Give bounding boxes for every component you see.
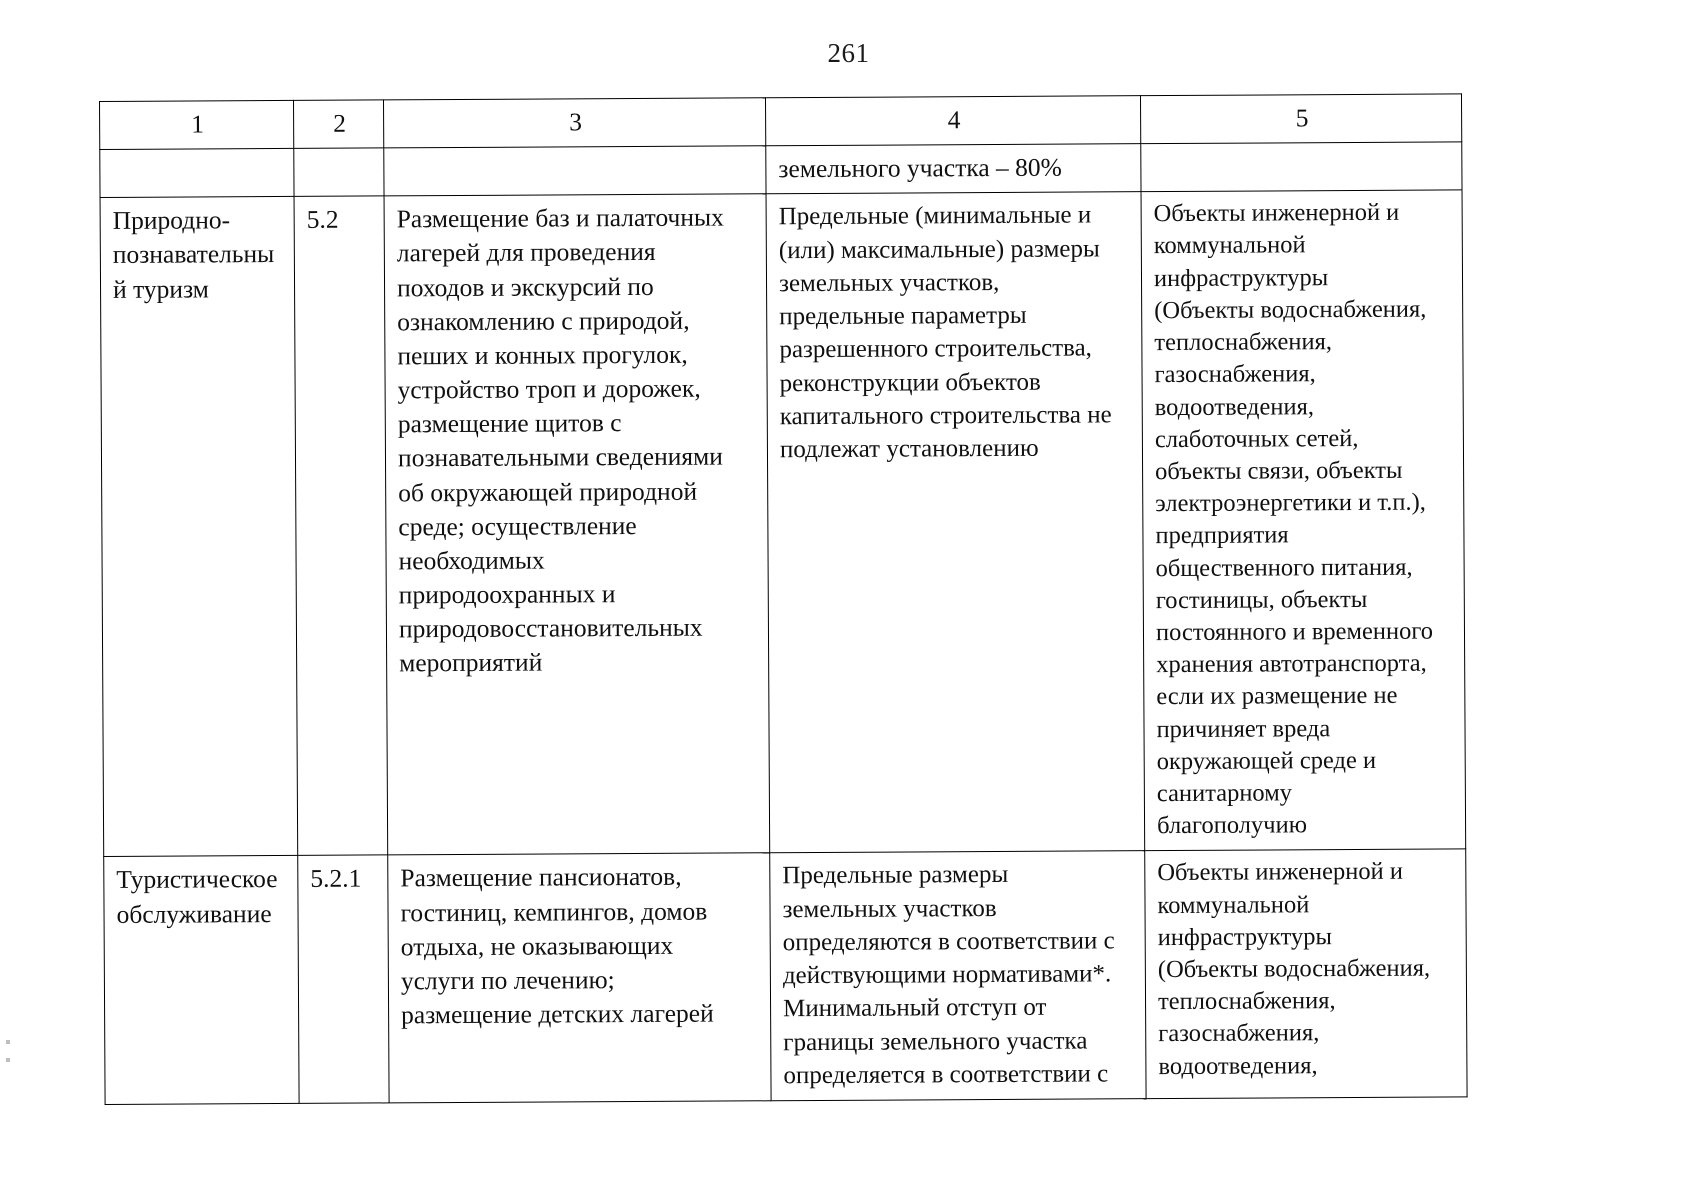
continuation-row xyxy=(100,142,1462,198)
text-line: окружающей среде и xyxy=(1156,746,1377,775)
text-line: благополучию xyxy=(1156,811,1308,840)
continuation-cell-1 xyxy=(100,149,294,198)
text-line: коммунальной xyxy=(1153,231,1306,260)
text-line: ознакомлению с природой, xyxy=(397,305,690,337)
text-line: инфраструктуры xyxy=(1153,263,1329,292)
row-limits-lines xyxy=(779,199,1132,467)
text-line: Размещение баз и палаточных xyxy=(396,202,724,234)
column-header-4: 4 xyxy=(765,96,1140,146)
text-line: отдыха, не оказывающих xyxy=(400,930,674,961)
zoning-table xyxy=(99,93,1468,1105)
text-line: походов и экскурсий по xyxy=(396,271,654,302)
text-line: об окружающей природной xyxy=(398,476,698,507)
row-name-lines xyxy=(113,203,285,306)
row-description-cell xyxy=(388,853,771,1103)
text-line: газоснабжения, xyxy=(1154,360,1316,389)
column-header-5: 5 xyxy=(1140,94,1461,144)
text-line: гостиницы, объекты xyxy=(1155,585,1368,614)
text-line: границы земельного участка xyxy=(783,1027,1088,1056)
row-name-cell xyxy=(100,197,298,857)
text-line: причиняет вреда xyxy=(1156,714,1331,743)
text-line: общественного питания, xyxy=(1155,553,1413,582)
text-line: постоянного и временного xyxy=(1155,617,1434,647)
text-line: инфраструктуры xyxy=(1157,922,1332,951)
page-number: 261 xyxy=(827,38,870,68)
text-line: земельных участков xyxy=(782,894,997,923)
text-line: хранения автотранспорта, xyxy=(1156,649,1427,679)
text-line: капитального строительства не xyxy=(779,401,1112,430)
row-description-lines xyxy=(397,201,759,681)
text-line: (или) максимальные) размеры xyxy=(778,234,1100,264)
scan-artifact xyxy=(6,1040,10,1044)
text-line: гостиниц, кемпингов, домов xyxy=(400,896,708,927)
row-name-lines xyxy=(116,862,287,931)
row-description-cell xyxy=(384,194,770,855)
text-line: если их размещение не xyxy=(1156,682,1398,711)
text-line: Предельные (минимальные и xyxy=(778,201,1092,231)
continuation-cell-5 xyxy=(1141,142,1462,192)
text-line: предприятия xyxy=(1155,521,1289,550)
text-line: действующими нормативами*. xyxy=(782,960,1112,990)
text-line: мероприятий xyxy=(399,647,543,678)
text-line: (Объекты водоснабжения, xyxy=(1154,295,1427,325)
text-line: определяются в соответствии с xyxy=(782,927,1115,957)
row-description-lines xyxy=(400,860,760,1033)
text-line: газоснабжения, xyxy=(1158,1019,1320,1048)
zoning-table-container xyxy=(99,93,1467,1105)
text-line: электроэнергетики и т.п.), xyxy=(1155,488,1426,518)
row-infrastructure-lines xyxy=(1157,856,1456,1083)
text-line: водоотведения, xyxy=(1158,1051,1318,1080)
continuation-cell-3 xyxy=(384,146,766,196)
text-line: подлежат установлению xyxy=(779,434,1039,464)
text-line: размещение щитов с xyxy=(397,408,622,439)
row-limits-cell xyxy=(770,851,1146,1101)
continuation-cell-2 xyxy=(294,148,384,197)
text-line: размещение детских лагерей xyxy=(401,998,714,1030)
row-limits-lines xyxy=(782,858,1135,1093)
row-limits-cell xyxy=(766,192,1145,853)
table-header-row xyxy=(100,94,1462,150)
column-header-2: 2 xyxy=(293,100,383,149)
column-header-3: 3 xyxy=(383,98,765,148)
text-line: коммунальной xyxy=(1157,890,1310,919)
row-infrastructure-cell xyxy=(1145,849,1467,1099)
continuation-cell-4: земельного участка – 80% xyxy=(766,144,1141,194)
text-line: Объекты инженерной и xyxy=(1153,199,1400,228)
text-line: Туристическое xyxy=(116,864,278,895)
text-line: объекты связи, объекты xyxy=(1155,456,1403,486)
column-header-1: 1 xyxy=(100,100,294,149)
text-line: Объекты инженерной и xyxy=(1157,858,1404,887)
text-line: предельные параметры xyxy=(779,301,1027,331)
text-line: реконструкции объектов xyxy=(779,368,1041,397)
text-line: познавательны xyxy=(112,239,275,270)
text-line: природовосстановительных xyxy=(398,612,703,644)
text-line: необходимых xyxy=(398,545,545,576)
text-line: среде; осуществление xyxy=(398,510,637,542)
text-line: водоотведения, xyxy=(1154,392,1315,421)
text-line: разрешенного строительства, xyxy=(779,334,1092,364)
row-code-cell: 5.2.1 xyxy=(298,855,389,1103)
text-line: слаботочных сетей, xyxy=(1154,424,1359,453)
row-infrastructure-lines xyxy=(1154,197,1456,843)
text-line: услуги по лечению; xyxy=(400,964,615,996)
text-line: обслуживание xyxy=(116,898,272,929)
text-line: (Объекты водоснабжения, xyxy=(1157,954,1431,984)
text-line: Природно- xyxy=(112,205,231,236)
text-line: теплоснабжения, xyxy=(1154,328,1333,357)
text-line: Предельные размеры xyxy=(782,861,1009,890)
text-line: Минимальный отступ от xyxy=(783,994,1047,1023)
text-line: земельных участков, xyxy=(778,268,1000,297)
row-name-cell xyxy=(104,856,299,1105)
table-row xyxy=(100,190,1466,857)
text-line: определяется в соответствии с xyxy=(783,1060,1109,1090)
text-line: пеших и конных прогулок, xyxy=(397,339,688,371)
scan-artifact xyxy=(6,1058,10,1062)
table-row xyxy=(104,849,1467,1104)
text-line: лагерей для проведения xyxy=(396,237,656,268)
text-line: устройство троп и дорожек, xyxy=(397,373,701,405)
row-infrastructure-cell xyxy=(1141,190,1466,851)
text-line: Размещение пансионатов, xyxy=(400,862,682,893)
row-code-cell: 5.2 xyxy=(294,196,388,856)
text-line: познавательными сведениями xyxy=(397,441,723,473)
text-line: санитарному xyxy=(1156,779,1293,808)
text-line: природоохранных и xyxy=(398,579,616,610)
text-line: теплоснабжения, xyxy=(1157,987,1336,1016)
text-line: й туризм xyxy=(112,273,209,304)
